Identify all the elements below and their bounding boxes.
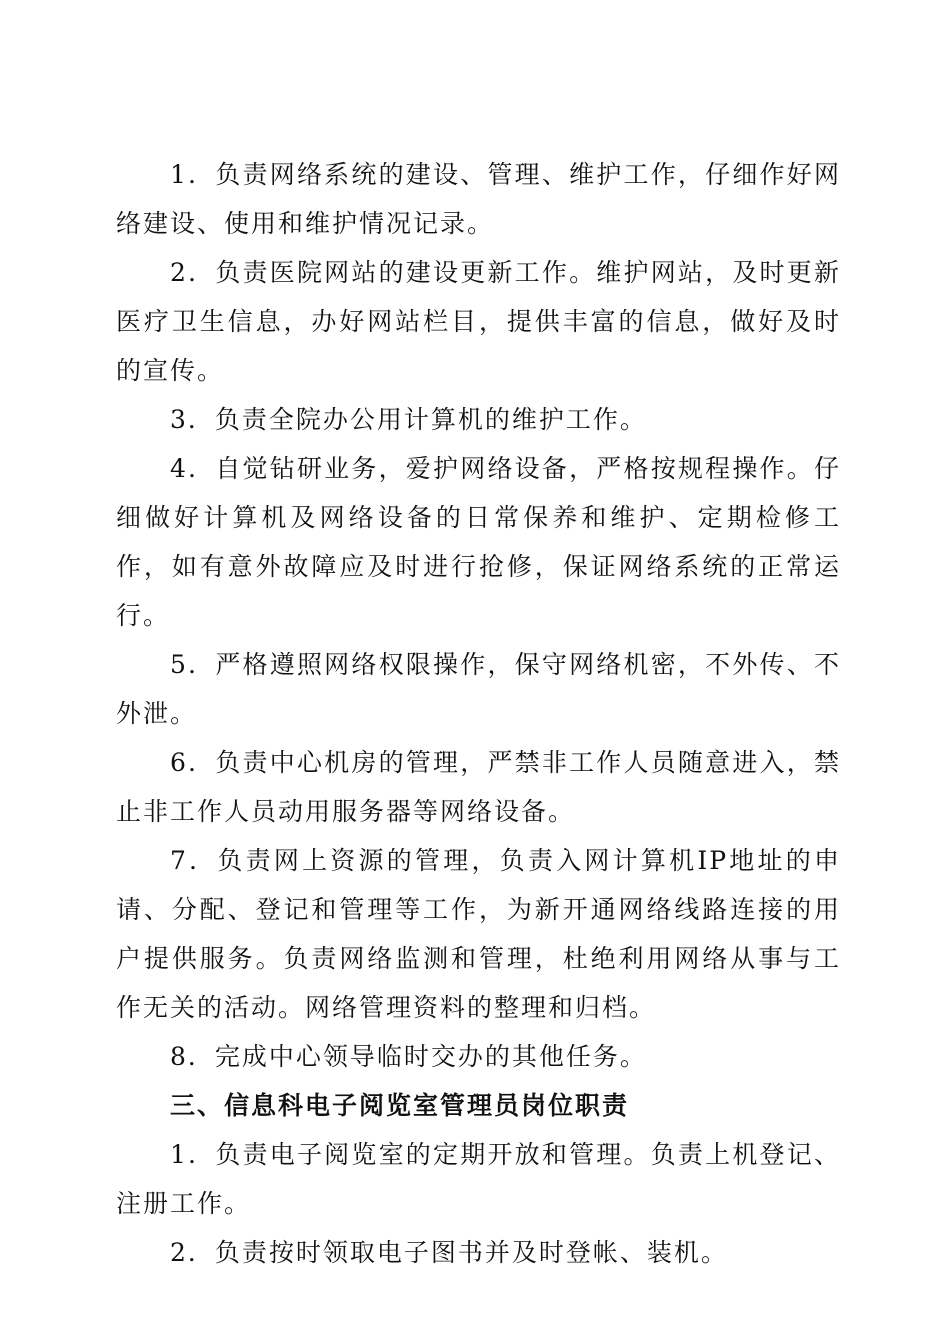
section-heading: 三、信息科电子阅览室管理员岗位职责 xyxy=(170,1091,630,1120)
document-body xyxy=(116,150,841,1277)
duty-item-4: 4．自觉钻研业务，爱护网络设备，严格按规程操作。仔细做好计算机及网络设备的日常保养和维护、定期检修工作，如有意外故障应及时进行抢修，保证网络系统的正常运行。 xyxy=(116,454,841,630)
duty-item-3: 3．负责全院办公用计算机的维护工作。 xyxy=(170,405,647,434)
duty-item-1: 1．负责网络系统的建设、管理、维护工作，仔细作好网络建设、使用和维护情况记录。 xyxy=(116,160,841,238)
duty-item-8: 8．完成中心领导临时交办的其他任务。 xyxy=(170,1042,647,1071)
reading-room-duty-1: 1．负责电子阅览室的定期开放和管理。负责上机登记、注册工作。 xyxy=(116,1140,841,1218)
duty-item-2: 2．负责医院网站的建设更新工作。维护网站，及时更新医疗卫生信息，办好网站栏目，提供丰富的信息，做好及时的宣传。 xyxy=(116,258,841,385)
duty-item-6: 6．负责中心机房的管理，严禁非工作人员随意进入，禁止非工作人员动用服务器等网络设备。 xyxy=(116,748,841,826)
reading-room-duty-2: 2．负责按时领取电子图书并及时登帐、装机。 xyxy=(170,1238,728,1267)
duty-item-7: 7．负责网上资源的管理，负责入网计算机IP地址的申请、分配、登记和管理等工作，为新开通网络线路连接的用户提供服务。负责网络监测和管理，杜绝利用网络从事与工作无关的活动。网络管理资料的整理和归档。 xyxy=(116,846,841,1022)
duty-item-5: 5．严格遵照网络权限操作，保守网络机密，不外传、不外泄。 xyxy=(116,650,841,728)
